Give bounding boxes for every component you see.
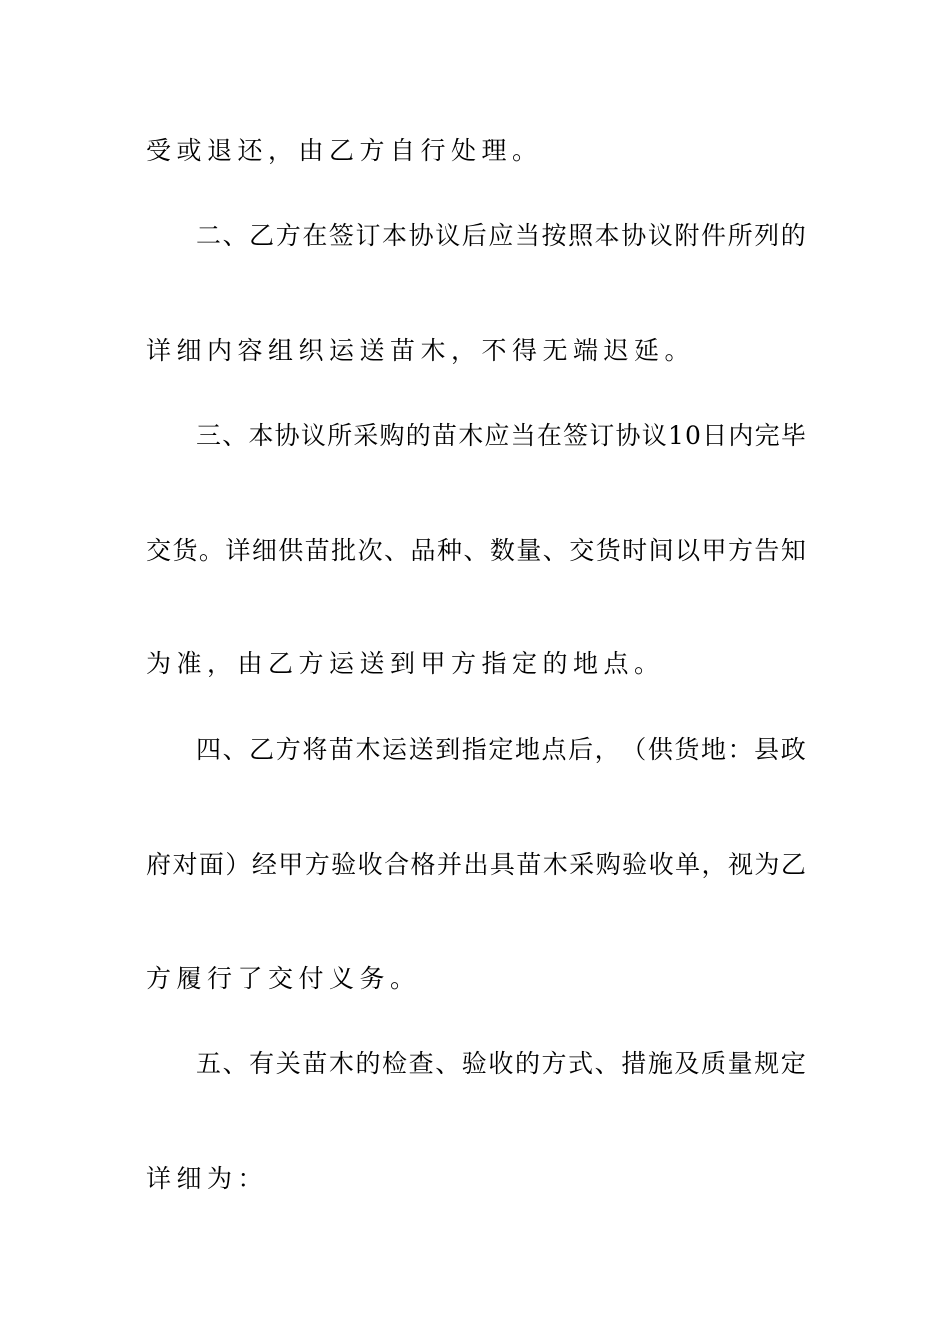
text-line: 三 、 本 协 议 所 采 购 的 苗 木 应 当 在 签 订 协 议 1 0 日 内 完 毕 xyxy=(196,421,806,450)
text-line: 详细内容组织运送苗木，不得无端迟延。 xyxy=(146,336,696,365)
text-line: 受或退还，由乙方自行处理。 xyxy=(146,136,543,165)
text-line: 四 、 乙 方 将 苗 木 运 送 到 指 定 地 点 后 ， （ 供 货 地 ： 县 政 xyxy=(196,735,806,764)
text-line: 二 、 乙 方 在 签 订 本 协 议 后 应 当 按 照 本 协 议 附 件 所 列 的 xyxy=(196,221,806,250)
text-line: 交 货 。 详 细 供 苗 批 次 、 品 种 、 数 量 、 交 货 时 间 以 甲 方 告 知 xyxy=(146,536,806,565)
text-line: 方履行了交付义务。 xyxy=(146,964,421,993)
text-line: 府 对 面 ） 经 甲 方 验 收 合 格 并 出 具 苗 木 采 购 验 收 单 ， 视 为 乙 xyxy=(146,850,806,879)
text-line: 为准，由乙方运送到甲方指定的地点。 xyxy=(146,649,665,678)
text-line: 详细为： xyxy=(146,1164,269,1193)
text-line: 五 、 有 关 苗 木 的 检 查 、 验 收 的 方 式 、 措 施 及 质 量 规 定 xyxy=(196,1049,806,1078)
